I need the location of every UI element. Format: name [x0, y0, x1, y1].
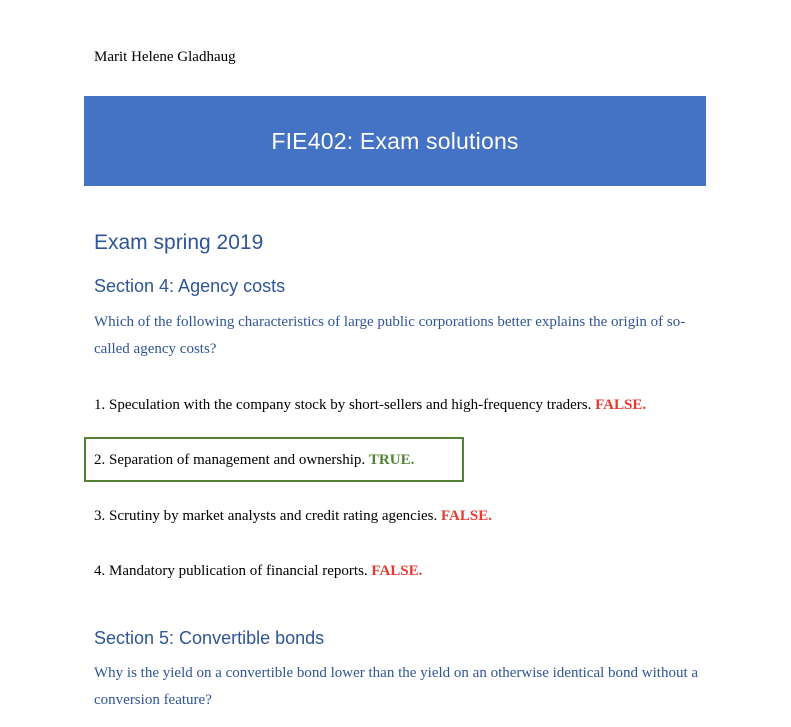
answer-option-4: [94, 561, 422, 581]
document-title: FIE402: Exam solutions: [271, 127, 519, 154]
verdict-false-label: FALSE.: [371, 563, 423, 579]
answer-option-2: [94, 450, 414, 470]
answer-option-3: [94, 506, 492, 526]
verdict-false-label: FALSE.: [595, 397, 647, 413]
title-banner: [84, 96, 706, 186]
author-name: Marit Helene Gladhaug: [94, 49, 236, 65]
answer-option-1: [94, 395, 646, 415]
answer-text: 3. Scrutiny by market analysts and credit rating agencies.: [94, 508, 438, 524]
answer-text: 2. Separation of management and ownership.: [94, 452, 366, 468]
section-4-question: Which of the following characteristics of large public corporations better explains the origin of so-called agency costs?: [94, 314, 686, 357]
verdict-true-label: TRUE.: [368, 452, 415, 468]
section-5-question: Why is the yield on a convertible bond lower than the yield on an otherwise identical bond without a conversion feature?: [94, 665, 699, 708]
verdict-false-label: FALSE.: [440, 508, 492, 524]
exam-heading: Exam spring 2019: [94, 231, 264, 254]
section-5-heading: Section 5: Convertible bonds: [94, 628, 325, 648]
section-4-heading: Section 4: Agency costs: [94, 276, 286, 296]
answer-text: 4. Mandatory publication of financial reports.: [94, 563, 368, 579]
answer-text: 1. Speculation with the company stock by short-sellers and high-frequency traders.: [94, 397, 592, 413]
